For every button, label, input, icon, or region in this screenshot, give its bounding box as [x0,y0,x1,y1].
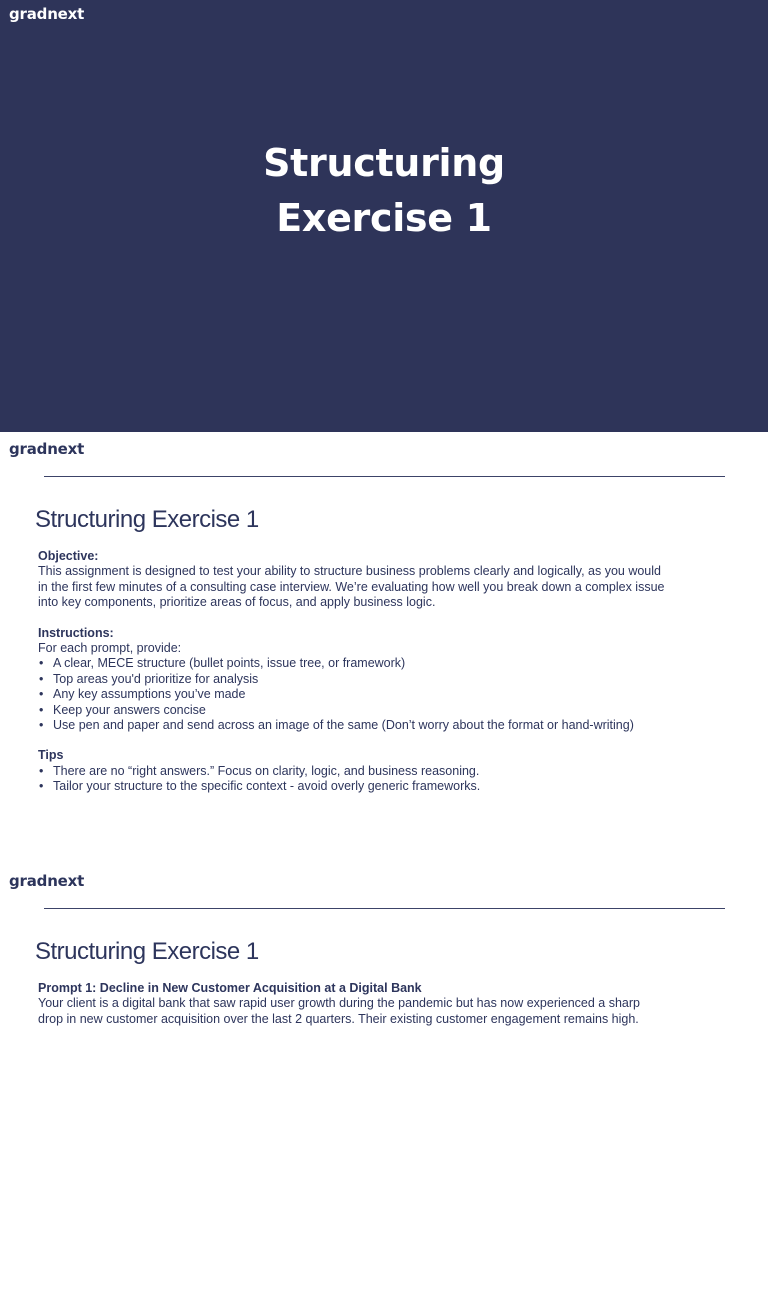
bullet: • [39,656,44,671]
divider [44,476,725,477]
objective-line: in the first few minutes of a consulting case interview. We’re evaluating how well you break down a complex issue [38,579,665,594]
cover-title [0,136,768,246]
objective-label: Objective: [38,549,99,563]
brand-logo: gradnext [9,872,85,890]
tips-label: Tips [38,748,64,763]
list-item: • Any key assumptions you’ve made [39,687,246,702]
tips-list [38,764,698,795]
prompt-slide [0,864,768,1296]
brand-logo: gradnext [9,5,85,23]
prompt-line: Your client is a digital bank that saw rapid user growth during the pandemic but has now experienced a sharp [38,996,640,1011]
prompt-label: Prompt 1: Decline in New Customer Acquisition at a Digital Bank [38,981,422,995]
cover-title-line-2: Exercise 1 [276,196,492,240]
instructions-label: Instructions: [38,625,114,640]
bullet: • [39,763,44,778]
objective-line: into key components, prioritize areas of focus, and apply business logic. [38,595,436,610]
slide-content [38,981,698,1027]
slide-heading: Structuring Exercise 1 [35,938,259,965]
slide-content [38,549,698,795]
instructions-list [38,656,698,733]
list-item: • Keep your answers concise [39,702,206,717]
bullet: • [39,702,44,717]
bullet: • [39,671,44,686]
list-item: • Tailor your structure to the specific context - avoid overly generic frameworks. [39,779,481,794]
slide-heading: Structuring Exercise 1 [35,506,259,533]
brand-logo: gradnext [9,440,85,458]
bullet: • [39,687,44,702]
bullet: • [39,718,44,733]
list-item: • Top areas you'd prioritize for analysis [39,671,259,686]
list-item: • A clear, MECE structure (bullet points, issue tree, or framework) [39,656,406,671]
instructions-slide [0,432,768,864]
bullet: • [39,779,44,794]
cover-title-line-1: Structuring [263,141,505,185]
instructions-intro: For each prompt, provide: [38,641,182,656]
objective-line: This assignment is designed to test your ability to structure business problems clearly and logically, as you would [38,564,661,579]
list-item: • Use pen and paper and send across an image of the same (Don’t worry about the format or hand-writing) [39,718,634,733]
divider [44,908,725,909]
cover-slide [0,0,768,432]
list-item: • There are no “right answers.” Focus on clarity, logic, and business reasoning. [39,763,480,778]
prompt-line: drop in new customer acquisition over the last 2 quarters. Their existing customer engagement remains high. [38,1011,639,1026]
